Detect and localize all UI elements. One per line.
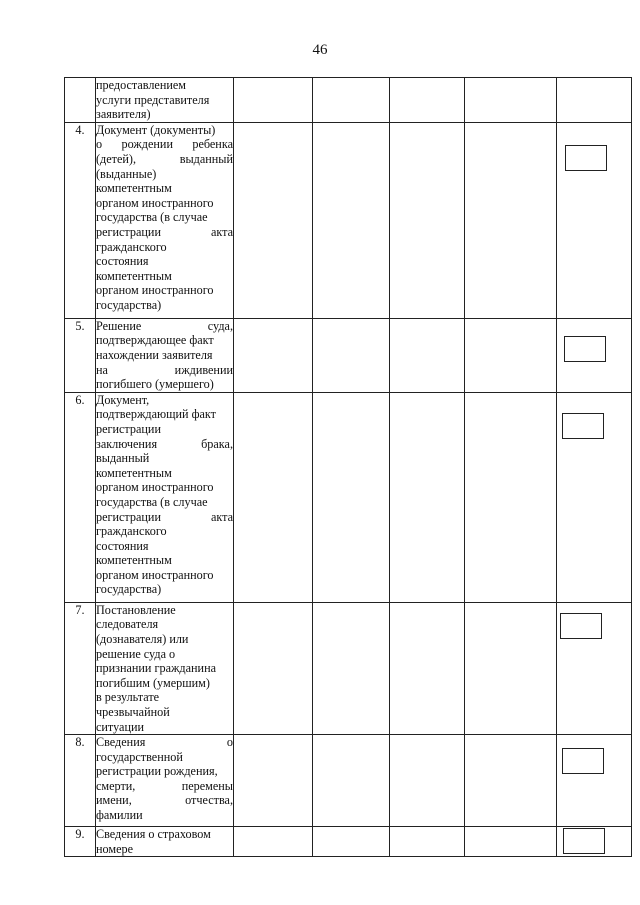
document-name-line: имени, отчества, xyxy=(96,793,233,808)
document-name-line: чрезвычайной xyxy=(96,704,170,719)
documents-table xyxy=(64,77,632,857)
document-name-line: органом иностранного xyxy=(96,195,214,210)
document-name-line: Документ, xyxy=(96,392,150,407)
document-name-line: государства (в случае xyxy=(96,494,208,509)
checkbox[interactable] xyxy=(562,413,604,439)
checkbox[interactable] xyxy=(564,336,606,362)
document-name-line: погибшего (умершего) xyxy=(96,377,214,392)
row-number: 6. xyxy=(65,392,96,602)
document-name xyxy=(96,122,234,318)
empty-cell xyxy=(465,318,557,392)
empty-cell xyxy=(234,602,313,734)
document-name-line: Сведения о xyxy=(96,735,233,750)
checkbox-cell xyxy=(557,827,632,857)
empty-cell xyxy=(313,827,390,857)
document-name-line: (выданные) xyxy=(96,166,157,181)
table-row xyxy=(65,122,632,318)
document-name-line: о рождении ребенка xyxy=(96,137,233,152)
empty-cell xyxy=(313,602,390,734)
document-name-line: государства) xyxy=(96,297,162,312)
document-name-line: (детей), выданный xyxy=(96,151,233,166)
empty-cell xyxy=(390,318,465,392)
document-name-line: регистрации акта xyxy=(96,224,233,239)
empty-cell xyxy=(313,318,390,392)
empty-cell xyxy=(465,827,557,857)
empty-cell xyxy=(465,735,557,827)
table-row xyxy=(65,78,632,123)
empty-cell xyxy=(390,122,465,318)
document-name-line: компетентным xyxy=(96,181,172,196)
document-name-line: органом иностранного xyxy=(96,480,214,495)
empty-cell xyxy=(390,392,465,602)
document-name-line: государственной xyxy=(96,749,183,764)
document-name-line: компетентным xyxy=(96,553,172,568)
checkbox-cell xyxy=(557,735,632,827)
row-number: 5. xyxy=(65,318,96,392)
document-name-line: компетентным xyxy=(96,268,172,283)
document-name-line: признании гражданина xyxy=(96,661,217,676)
document-name-line: компетентным xyxy=(96,465,172,480)
document-name-line: органом иностранного xyxy=(96,283,214,298)
document-name-line: (дознавателя) или xyxy=(96,631,189,646)
empty-cell xyxy=(234,392,313,602)
document-name-line: органом иностранного xyxy=(96,567,214,582)
document-name-line: подтверждающее факт xyxy=(96,333,214,348)
empty-cell xyxy=(465,602,557,734)
empty-cell xyxy=(234,827,313,857)
checkbox-cell xyxy=(557,318,632,392)
document-name xyxy=(96,318,234,392)
document-name-line: Сведения о страховом xyxy=(96,827,211,842)
document-name-line: в результате xyxy=(96,690,160,705)
document-name-line: нахождении заявителя xyxy=(96,347,213,362)
empty-cell xyxy=(390,735,465,827)
checkbox-cell xyxy=(557,392,632,602)
table-row xyxy=(65,827,632,857)
document-name-line: гражданского xyxy=(96,239,167,254)
empty-cell xyxy=(313,78,390,123)
checkbox[interactable] xyxy=(563,828,605,854)
document-name-line: на иждивении xyxy=(96,362,233,377)
document-name-line: Документ (документы) xyxy=(96,122,216,137)
document-name-line: состояния xyxy=(96,538,149,553)
empty-cell xyxy=(390,827,465,857)
document-name xyxy=(96,735,234,827)
document-name-line: состояния xyxy=(96,254,149,269)
document-name-line: смерти, перемены xyxy=(96,778,233,793)
row-number xyxy=(65,78,96,123)
checkbox[interactable] xyxy=(565,145,607,171)
checkbox[interactable] xyxy=(560,613,602,639)
document-name-line: регистрации акта xyxy=(96,509,233,524)
empty-cell xyxy=(313,392,390,602)
document-name-line: государства (в случае xyxy=(96,210,208,225)
empty-cell xyxy=(234,318,313,392)
row-number: 8. xyxy=(65,735,96,827)
checkbox-cell xyxy=(557,122,632,318)
table-row xyxy=(65,602,632,734)
empty-cell xyxy=(313,735,390,827)
document-name-line: номере xyxy=(96,841,134,856)
empty-cell xyxy=(390,78,465,123)
page-number: 46 xyxy=(312,42,328,58)
empty-cell xyxy=(465,78,557,123)
document-name xyxy=(96,78,234,123)
document-name xyxy=(96,827,234,857)
empty-cell xyxy=(313,122,390,318)
document-name-line: государства) xyxy=(96,582,162,597)
document-name-line: ситуации xyxy=(96,719,145,734)
row-number: 7. xyxy=(65,602,96,734)
document-name xyxy=(96,602,234,734)
document-name-line: предоставлением xyxy=(96,78,187,92)
checkbox-cell xyxy=(557,602,632,734)
empty-cell xyxy=(234,735,313,827)
document-name-line: решение суда о xyxy=(96,646,176,661)
empty-cell xyxy=(234,78,313,123)
checkbox[interactable] xyxy=(562,748,604,774)
document-name-line: погибшим (умершим) xyxy=(96,675,210,690)
document-name-line: Постановление xyxy=(96,602,176,617)
document-name-line: регистрации xyxy=(96,421,161,436)
document-name-line: регистрации рождения, xyxy=(96,764,218,779)
empty-cell xyxy=(465,122,557,318)
row-number: 4. xyxy=(65,122,96,318)
document-name-line: следователя xyxy=(96,617,159,632)
empty-cell xyxy=(390,602,465,734)
document-name-line: услуги представителя xyxy=(96,92,210,107)
table-row xyxy=(65,735,632,827)
checkbox-cell xyxy=(557,78,632,123)
empty-cell xyxy=(234,122,313,318)
empty-cell xyxy=(465,392,557,602)
document-name-line: подтверждающий факт xyxy=(96,407,216,422)
document-name-line: Решение суда, xyxy=(96,318,233,333)
document-name-line: заключения брака, xyxy=(96,436,233,451)
document-name-line: фамилии xyxy=(96,808,143,823)
document-name-line: гражданского xyxy=(96,524,167,539)
document-name-line: выданный xyxy=(96,451,150,466)
document-name-line: заявителя) xyxy=(96,107,151,122)
row-number: 9. xyxy=(65,827,96,857)
document-name xyxy=(96,392,234,602)
table-row xyxy=(65,318,632,392)
table-row xyxy=(65,392,632,602)
